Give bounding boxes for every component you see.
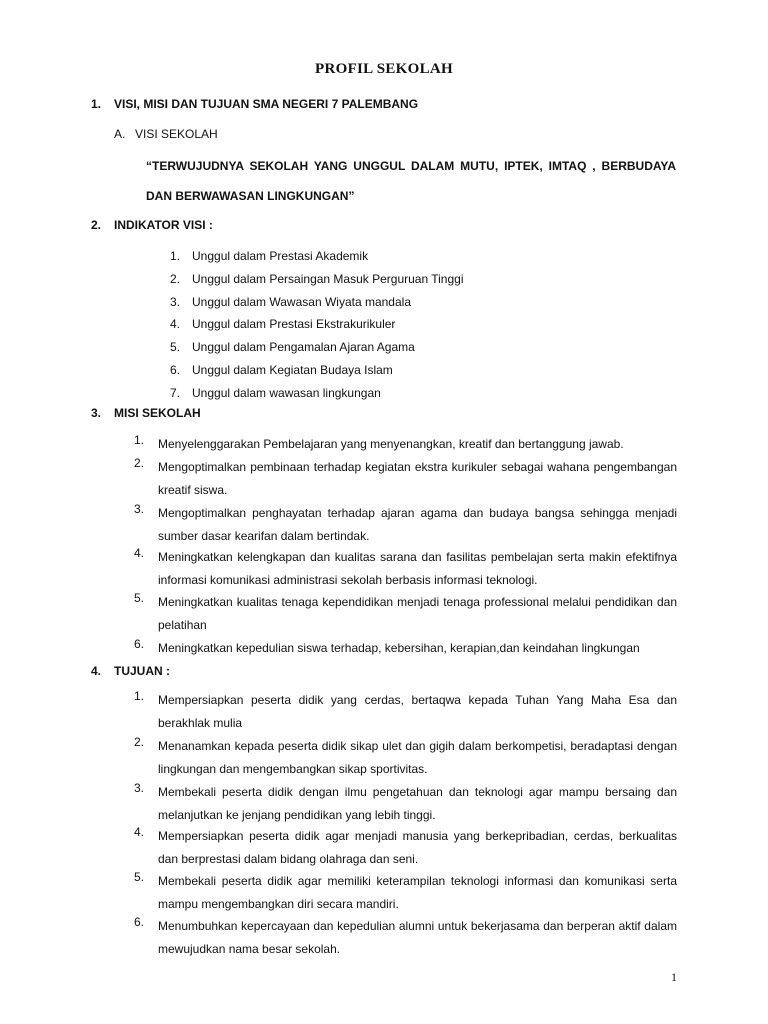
section-3-title: MISI SEKOLAH xyxy=(114,406,201,420)
list-item-number: 6. xyxy=(170,362,181,377)
goal-item-number: 1. xyxy=(134,689,145,703)
list-item-text: Unggul dalam wawasan lingkungan xyxy=(192,385,381,400)
section-1-title: VISI, MISI DAN TUJUAN SMA NEGERI 7 PALEMBANG xyxy=(114,97,419,111)
list-item-number: 5. xyxy=(170,340,181,355)
section-4-number: 4. xyxy=(91,664,102,678)
section-1-number: 1. xyxy=(91,97,102,111)
goal-item-number: 4. xyxy=(134,825,145,839)
goal-item-text: Membekali peserta didik agar memiliki keterampilan teknologi informasi dan komunikasi serta mampu mengembangkan diri secara mandiri. xyxy=(158,874,677,911)
vision-indicator-list xyxy=(170,247,464,407)
goal-item-text: Menanamkan kepada peserta didik sikap ulet dan gigih dalam berkompetisi, beradaptasi dengan lingkungan dan mengembangkan sikap sportivitas. xyxy=(158,739,677,776)
goal-item-number: 5. xyxy=(134,870,145,884)
list-item-text: Unggul dalam Prestasi Ekstrakurikuler xyxy=(192,317,396,332)
goal-item-text: Mempersiapkan peserta didik agar menjadi manusia yang berkepribadian, cerdas, berkualitas dan berprestasi dalam bidang olahraga dan seni. xyxy=(158,829,677,866)
list-item xyxy=(170,338,464,361)
goal-item-number: 6. xyxy=(134,915,145,929)
vision-line-2: DAN BERWAWASAN LINGKUNGAN” xyxy=(146,189,355,203)
mission-item-number: 2. xyxy=(134,456,145,470)
page-title: PROFIL SEKOLAH xyxy=(315,61,453,77)
mission-item-text: Meningkatkan kelengkapan dan kualitas sarana dan fasilitas pembelajan serta makin efektifnya informasi komunikasi administrasi sekolah berbasis informasi teknologi. xyxy=(158,550,677,587)
list-item-number: 2. xyxy=(170,271,181,286)
goal-item-text: Menumbuhkan kepercayaan dan kepedulian alumni untuk bekerjasama dan berperan aktif dalam mewujudkan nama besar sekolah. xyxy=(158,919,677,956)
subsection-a-letter: A. xyxy=(114,127,126,141)
goal-item-number: 2. xyxy=(134,735,145,749)
goal-item-text: Mempersiapkan peserta didik yang cerdas, bertaqwa kepada Tuhan Yang Maha Esa dan berakhlak mulia xyxy=(158,693,677,730)
goal-item-number: 3. xyxy=(134,781,145,795)
list-item-number: 7. xyxy=(170,385,181,400)
list-item xyxy=(170,315,464,338)
mission-item-number: 4. xyxy=(134,546,145,560)
section-2-number: 2. xyxy=(91,218,102,232)
vision-line-1: “TERWUJUDNYA SEKOLAH YANG UNGGUL DALAM MUTU, IPTEK, IMTAQ , BERBUDAYA xyxy=(146,159,676,173)
list-item-text: Unggul dalam Persaingan Masuk Perguruan Tinggi xyxy=(192,271,464,286)
list-item xyxy=(170,293,464,316)
section-3-number: 3. xyxy=(91,406,102,420)
subsection-a-title: VISI SEKOLAH xyxy=(135,127,218,141)
mission-item-number: 6. xyxy=(134,637,145,651)
list-item-number: 3. xyxy=(170,294,181,309)
list-item xyxy=(170,384,464,407)
list-item xyxy=(170,270,464,293)
page-number: 1 xyxy=(671,970,677,984)
section-2-title: INDIKATOR VISI : xyxy=(114,218,213,232)
mission-item-text: Meningkatkan kualitas tenaga kependidikan menjadi tenaga professional melalui pendidikan dan pelatihan xyxy=(158,595,677,632)
list-item-number: 4. xyxy=(170,317,181,332)
list-item xyxy=(170,247,464,270)
mission-item-text: Meningkatkan kepedulian siswa terhadap, kebersihan, kerapian,dan keindahan lingkungan xyxy=(158,641,640,655)
list-item-text: Unggul dalam Wawasan Wiyata mandala xyxy=(192,294,411,309)
mission-item-text: Mengoptimalkan penghayatan terhadap ajaran agama dan budaya bangsa sehingga menjadi sumber dasar kearifan dalam bertindak. xyxy=(158,506,677,543)
mission-item-text: Menyelenggarakan Pembelajaran yang menyenangkan, kreatif dan bertanggung jawab. xyxy=(158,437,624,451)
list-item-text: Unggul dalam Prestasi Akademik xyxy=(192,249,369,263)
mission-item-text: Mengoptimalkan pembinaan terhadap kegiatan ekstra kurikuler sebagai wahana pengembangan kreatif siswa. xyxy=(158,460,677,497)
mission-item-number: 5. xyxy=(134,591,145,605)
goal-item-text: Membekali peserta didik dengan ilmu pengetahuan dan teknologi agar mampu bersaing dan melanjutkan ke jenjang pendidikan yang lebih tinggi. xyxy=(158,785,677,822)
list-item-text: Unggul dalam Kegiatan Budaya Islam xyxy=(192,362,393,377)
section-4-title: TUJUAN : xyxy=(114,664,170,678)
list-item xyxy=(170,361,464,384)
list-item-number: 1. xyxy=(170,249,181,263)
list-item-text: Unggul dalam Pengamalan Ajaran Agama xyxy=(192,340,415,355)
mission-item-number: 1. xyxy=(134,433,145,447)
vision-statement xyxy=(146,151,676,211)
mission-item-number: 3. xyxy=(134,502,145,516)
